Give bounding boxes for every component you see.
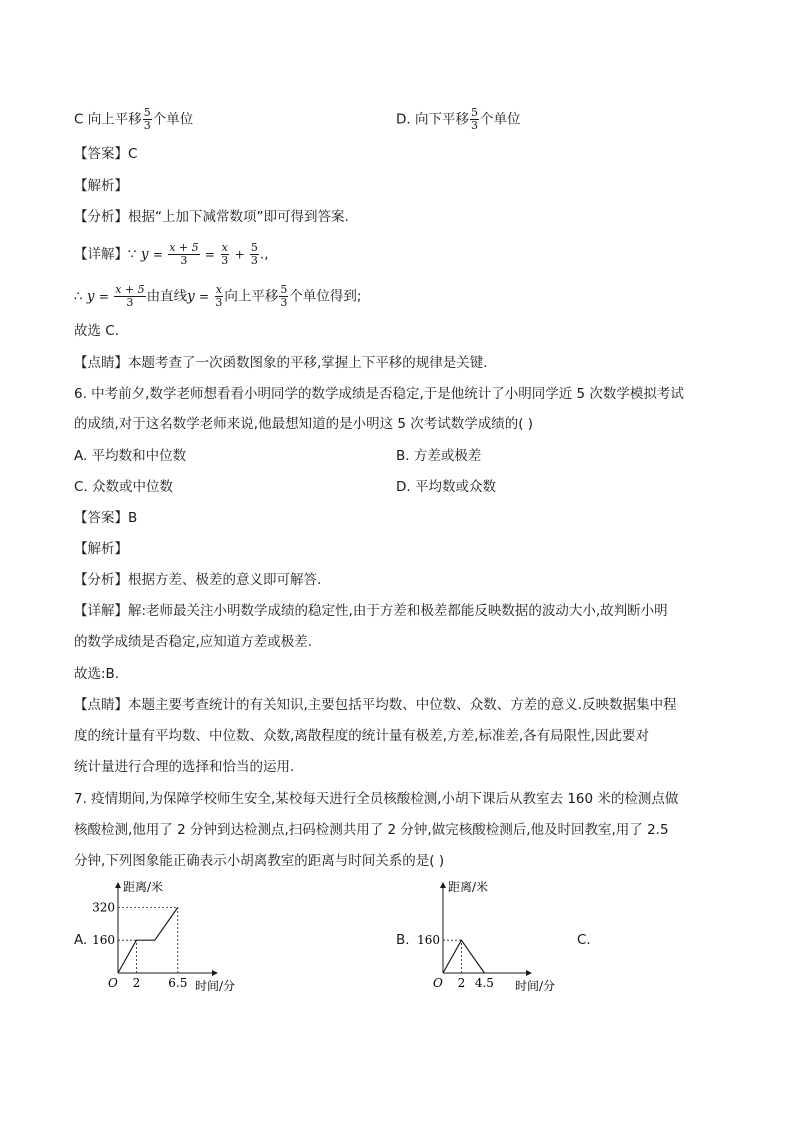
option-d-q6: D. 平均数或众数: [396, 479, 496, 495]
x-tick-label: 2: [132, 976, 141, 990]
option-b-q6: B. 方差或极差: [396, 448, 482, 464]
y-tick-label: 320: [92, 900, 115, 915]
dianjing-q6-line-2: 度的统计量有平均数、中位数、众数,离散程度的统计量有极差,方差,标准差,各有局限性,因此要对: [74, 728, 649, 744]
origin-label: O: [433, 976, 443, 990]
origin-label: O: [108, 976, 118, 990]
option-a-q7: A.: [74, 932, 88, 948]
x-tick-label: 4.5: [474, 976, 494, 990]
option-b-q7: B.: [396, 932, 410, 948]
x-axis-label: 时间/分: [515, 979, 556, 993]
x-tick-label: 6.5: [168, 976, 188, 990]
xiangjie-q5: 【详解】∵ y = $\frac{x + 5}{3}$ = $\frac{x}{3}$ + $\frac{5}{3}$ .,: [74, 241, 269, 267]
analysis-heading-q5: 【解析】: [74, 178, 128, 194]
answer-q6: 【答案】B: [74, 510, 138, 526]
dianjing-q5: 【点睛】本题考查了一次函数图象的平移,掌握上下平移的规律是关键.: [74, 355, 488, 371]
y-axis-label: 距离/米: [123, 880, 164, 894]
dianjing-q6-line-1: 【点睛】本题主要考查统计的有关知识,主要包括平均数、中位数、众数、方差的意义.反映数据集中程: [74, 697, 677, 713]
x-tick-label: 2: [457, 976, 466, 990]
question-6-line-2: 的成绩,对于这名数学老师来说,他最想知道的是小明这 5 次考试数学成绩的( ): [74, 416, 534, 432]
question-6-line-1: 6. 中考前夕,数学老师想看看小明同学的数学成绩是否稳定,于是他统计了小明同学近 5 次数学模拟考试: [74, 386, 684, 402]
option-d-q5: D. 向下平移 $\frac{5}{3}$ 个单位: [396, 106, 521, 132]
option-c-q6: C. 众数或中位数: [74, 479, 174, 495]
fenxi-q6: 【分析】根据方差、极差的意义即可解答.: [74, 572, 322, 588]
question-7-line-3: 分钟,下列图象能正确表示小胡离教室的距离与时间关系的是( ): [74, 853, 445, 869]
option-c-q5: C 向上平移 $\frac{5}{3}$ 个单位: [74, 106, 194, 132]
question-7-line-2: 核酸检测,他用了 2 分钟到达检测点,扫码检测共用了 2 分钟,做完核酸检测后,他及时回教室,用了 2.5: [74, 822, 669, 838]
answer-q5: 【答案】C: [74, 146, 138, 162]
option-c-q7: C.: [577, 932, 591, 948]
fraction: $\frac{5}{3}$: [143, 106, 151, 132]
fraction: $\frac{5}{3}$: [470, 106, 478, 132]
dianjing-q6-line-3: 统计量进行合理的选择和恰当的运用.: [74, 759, 295, 775]
guide-lines: [443, 940, 484, 973]
choose-q5: 故选 C.: [74, 323, 120, 339]
xiangjie-q6-line-1: 【详解】解:老师最关注小明数学成绩的稳定性,由于方差和极差都能反映数据的波动大小,故判断小明: [74, 603, 668, 619]
x-axis-label: 时间/分: [195, 979, 236, 993]
option-a-q6: A. 平均数和中位数: [74, 448, 187, 464]
xiangjie-q6-line-2: 的数学成绩是否稳定,应知道方差或极差.: [74, 634, 313, 650]
y-axis-label: 距离/米: [448, 880, 489, 894]
fenxi-q5: 【分析】根据“上加下减常数项”即可得到答案.: [74, 209, 349, 225]
y-tick-label: 160: [92, 933, 115, 948]
graph-a: [85, 875, 265, 997]
analysis-heading-q6: 【解析】: [74, 541, 128, 557]
graph-b: [410, 875, 570, 997]
question-7-line-1: 7. 疫情期间,为保障学校师生安全,某校每天进行全员核酸检测,小胡下课后从教室去 160 米的检测点做: [74, 791, 679, 807]
choose-q6: 故选:B.: [74, 666, 120, 682]
therefore-q5: ∴ y = $\frac{x + 5}{3}$ 由直线y = $\frac{x}{3}$ 向上平移 $\frac{5}{3}$ 个单位得到;: [74, 283, 362, 309]
distance-line: [443, 940, 484, 973]
y-tick-label: 160: [417, 933, 440, 948]
